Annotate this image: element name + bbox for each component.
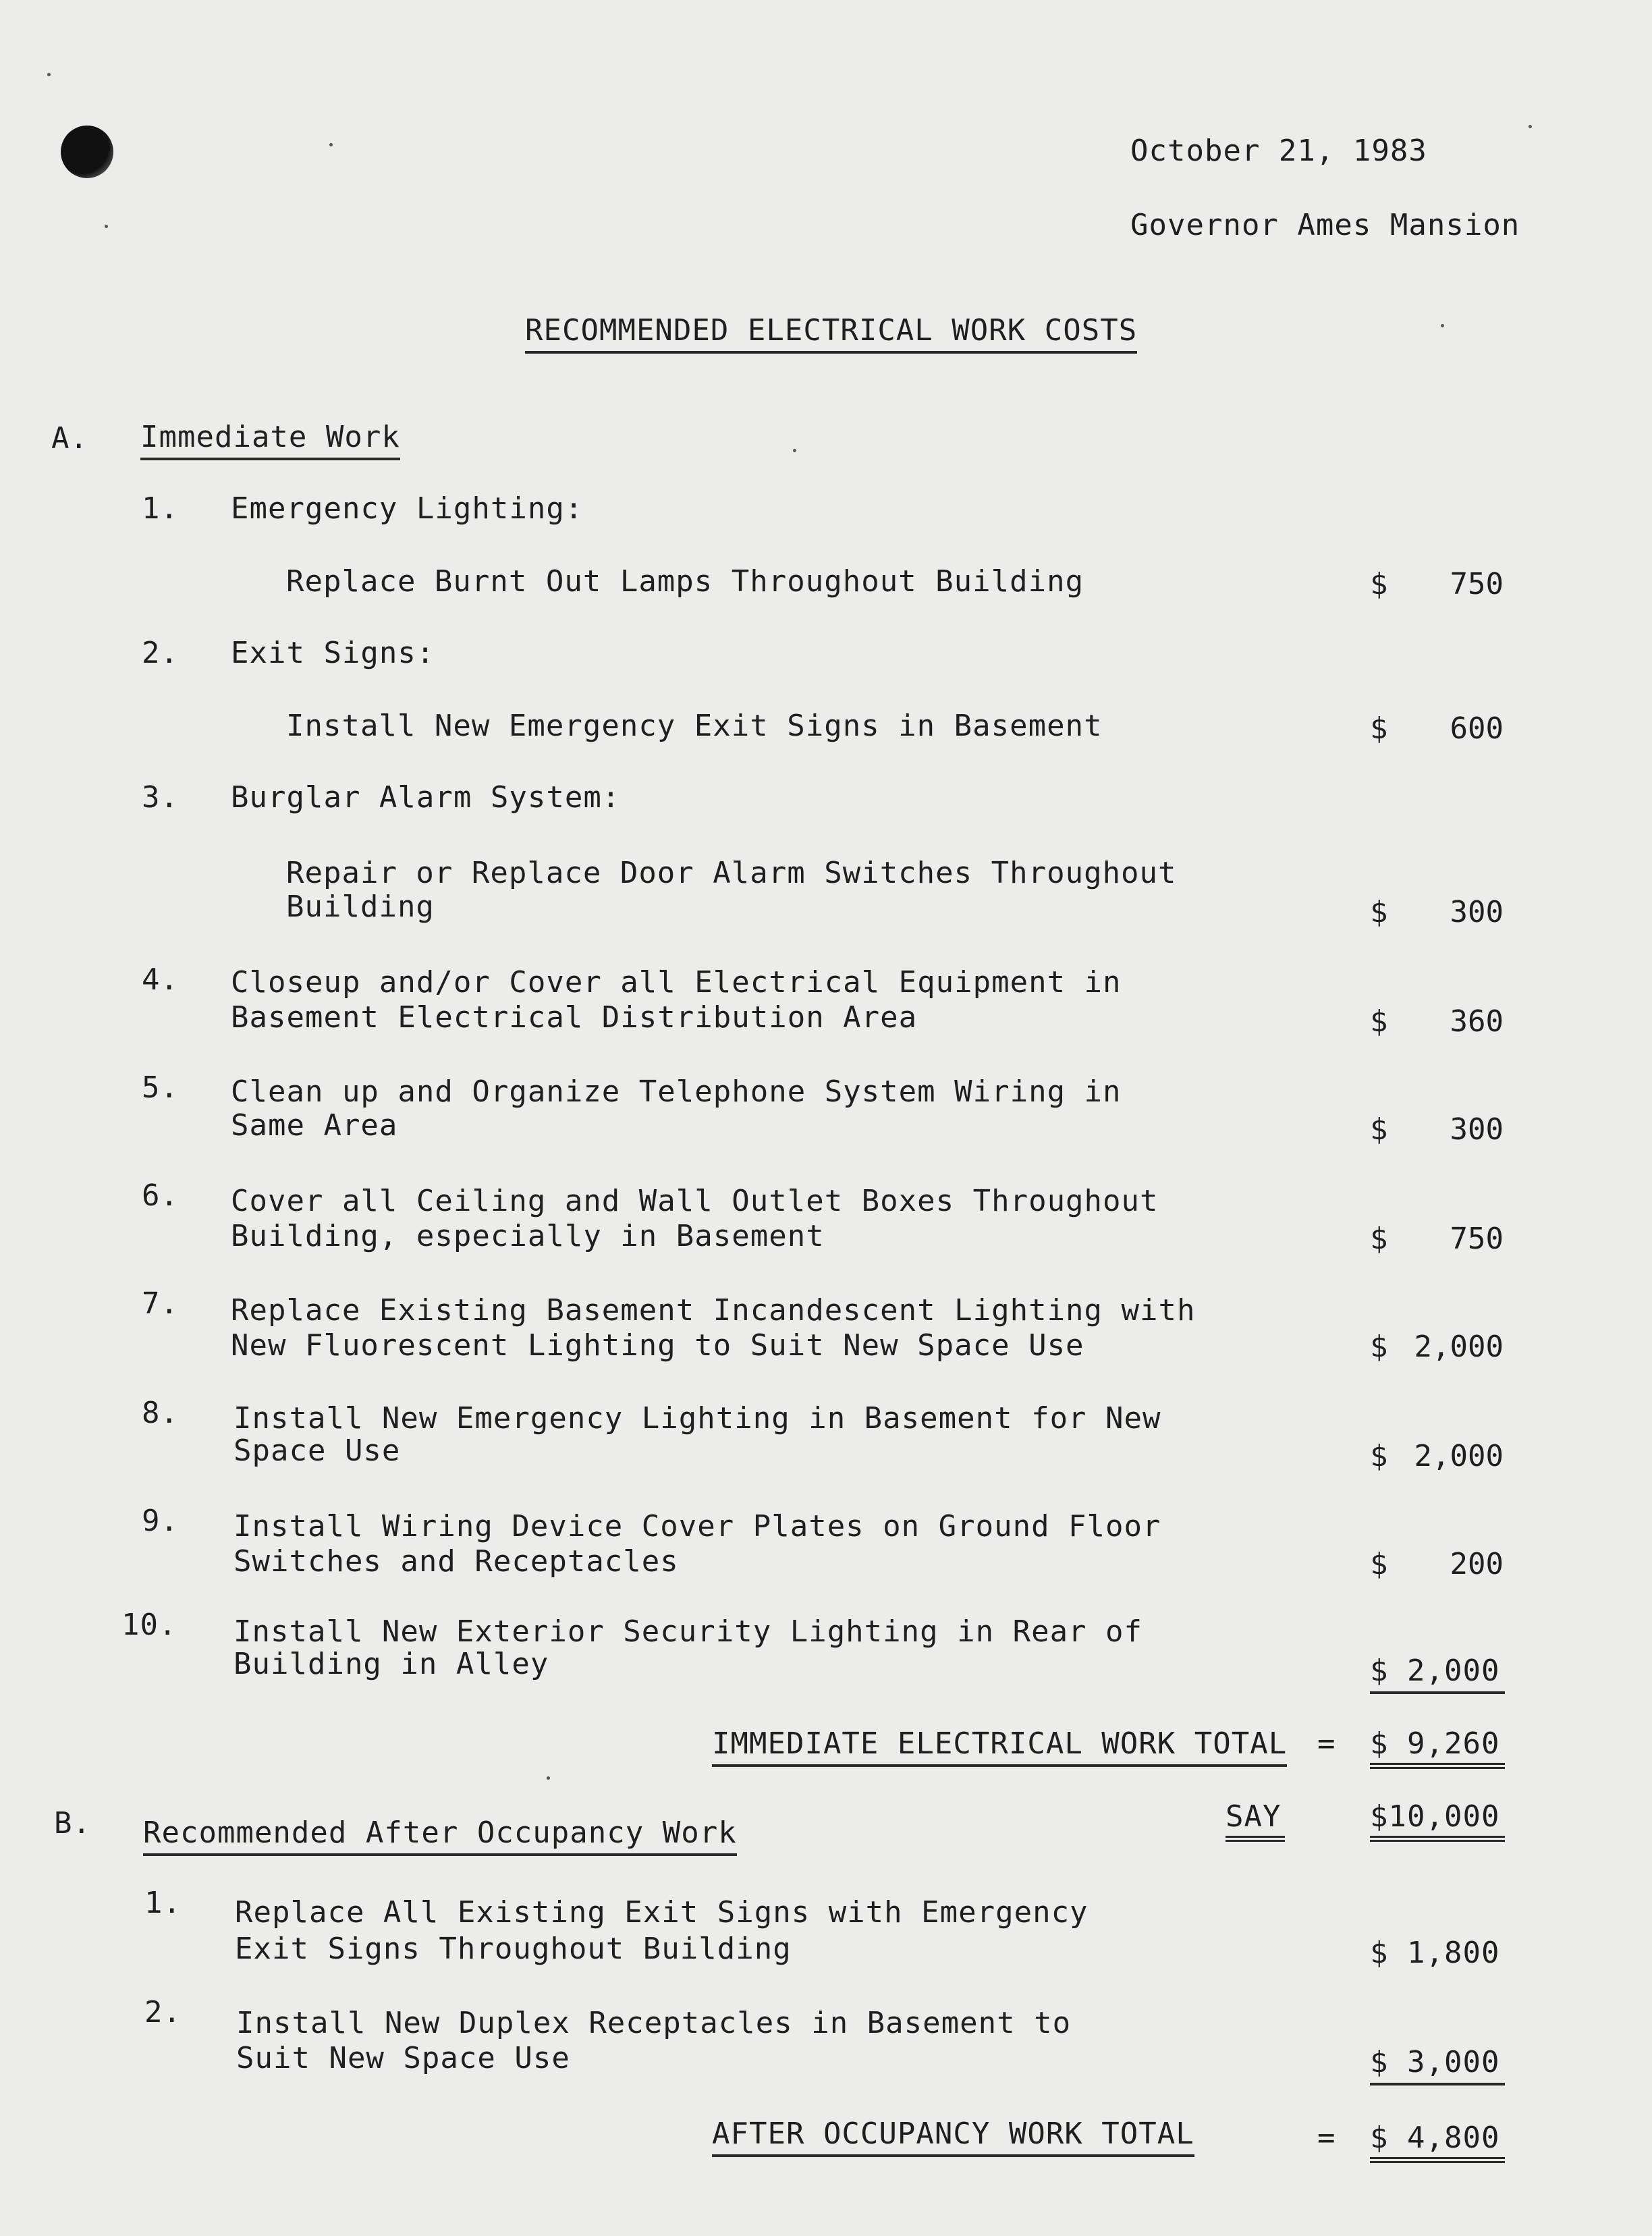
item-number: 2. <box>142 636 179 670</box>
item-number: 4. <box>142 962 179 997</box>
document-location: Governor Ames Mansion <box>1130 208 1520 242</box>
dollar-sign: $ <box>1370 1112 1388 1147</box>
item-description-line2: Suit New Space Use <box>236 2041 570 2075</box>
item-description-line2: Building <box>286 890 435 924</box>
item-description: Install New Emergency Exit Signs in Basement <box>286 709 1103 743</box>
item-description: Repair or Replace Door Alarm Switches Throughout <box>286 856 1177 890</box>
dollar-sign: $ <box>1370 1330 1388 1364</box>
cost-value: 360 <box>1450 1004 1504 1039</box>
scan-speck <box>547 1776 550 1780</box>
item-description: Clean up and Organize Telephone System Wiring in <box>231 1074 1122 1109</box>
item-description: Replace Existing Basement Incandescent Lighting with <box>231 1293 1196 1328</box>
scan-speck <box>47 73 51 76</box>
item-number: 10. <box>121 1608 177 1642</box>
item-heading: Burglar Alarm System: <box>231 780 621 815</box>
dollar-sign: $ <box>1370 711 1388 746</box>
after-occupancy-total-label: AFTER OCCUPANCY WORK TOTAL <box>712 2117 1194 2157</box>
item-cost: $ 1,800 <box>1370 1936 1500 1970</box>
item-number: 1. <box>144 1886 182 1920</box>
equals-sign: = <box>1317 2121 1336 2155</box>
dollar-sign: $ <box>1370 1439 1388 1473</box>
dollar-sign: $ <box>1370 567 1388 601</box>
equals-sign: = <box>1317 1726 1336 1761</box>
dollar-sign: $ <box>1370 895 1388 929</box>
item-description-line2: New Fluorescent Lighting to Suit New Space Use <box>231 1328 1084 1363</box>
item-number: 2. <box>144 1995 182 2029</box>
item-description: Replace Burnt Out Lamps Throughout Building <box>286 564 1084 599</box>
item-description: Install Wiring Device Cover Plates on Ground Floor <box>233 1509 1161 1544</box>
item-description: Install New Exterior Security Lighting in Rear of <box>233 1614 1143 1649</box>
immediate-total-amount: $ 9,260 <box>1370 1726 1505 1769</box>
cost-value: 600 <box>1450 711 1504 746</box>
item-description: Closeup and/or Cover all Electrical Equipment in <box>231 965 1122 1000</box>
item-description: Cover all Ceiling and Wall Outlet Boxes Throughout <box>231 1184 1159 1218</box>
scan-speck <box>1441 324 1444 327</box>
cost-value: 300 <box>1450 1112 1504 1147</box>
document-date: October 21, 1983 <box>1130 134 1427 168</box>
scan-speck <box>793 449 796 452</box>
item-cost-subtotal-line: $ 3,000 <box>1370 2045 1505 2085</box>
document-title: RECOMMENDED ELECTRICAL WORK COSTS <box>525 313 1137 354</box>
scan-speck <box>1529 125 1532 128</box>
item-description-line2: Switches and Receptacles <box>233 1544 679 1579</box>
item-number: 8. <box>142 1396 179 1430</box>
item-description: Replace All Existing Exit Signs with Emergency <box>235 1895 1089 1930</box>
item-description-line2: Basement Electrical Distribution Area <box>231 1000 918 1035</box>
section-a-letter: A. <box>51 421 88 456</box>
punch-hole <box>61 126 113 178</box>
after-occupancy-total-amount: $ 4,800 <box>1370 2121 1505 2163</box>
item-description-line2: Space Use <box>233 1434 401 1468</box>
cost-value: 750 <box>1450 567 1504 601</box>
item-heading: Emergency Lighting: <box>231 491 584 526</box>
item-description: Install New Duplex Receptacles in Basement to <box>236 2006 1072 2040</box>
section-b-heading: Recommended After Occupancy Work <box>143 1816 737 1856</box>
dollar-sign: $ <box>1370 1004 1388 1039</box>
section-a-heading: Immediate Work <box>140 420 400 460</box>
dollar-sign: $ <box>1370 1222 1388 1256</box>
item-number: 1. <box>142 491 179 526</box>
item-cost-subtotal-line: $ 2,000 <box>1370 1654 1505 1694</box>
immediate-total-label: IMMEDIATE ELECTRICAL WORK TOTAL <box>712 1726 1287 1767</box>
cost-value: 750 <box>1450 1222 1504 1256</box>
item-description-line2: Building in Alley <box>233 1647 549 1681</box>
say-amount: $10,000 <box>1370 1799 1505 1842</box>
item-heading: Exit Signs: <box>231 636 435 670</box>
scan-speck <box>329 143 333 146</box>
item-number: 3. <box>142 780 179 815</box>
scan-speck <box>105 225 108 228</box>
item-number: 7. <box>142 1286 179 1321</box>
item-number: 9. <box>142 1504 179 1538</box>
dollar-sign: $ <box>1370 1547 1388 1581</box>
cost-value: 200 <box>1450 1547 1504 1581</box>
cost-value: 300 <box>1450 895 1504 929</box>
cost-value: 2,000 <box>1414 1439 1504 1473</box>
say-label: SAY <box>1226 1799 1285 1842</box>
cost-value: 2,000 <box>1414 1330 1504 1364</box>
item-description-line2: Exit Signs Throughout Building <box>235 1932 792 1966</box>
item-number: 5. <box>142 1070 179 1105</box>
item-description-line2: Same Area <box>231 1108 398 1143</box>
item-description: Install New Emergency Lighting in Basement for New <box>233 1401 1161 1436</box>
item-description-line2: Building, especially in Basement <box>231 1219 825 1253</box>
section-b-letter: B. <box>54 1806 91 1840</box>
item-number: 6. <box>142 1178 179 1213</box>
